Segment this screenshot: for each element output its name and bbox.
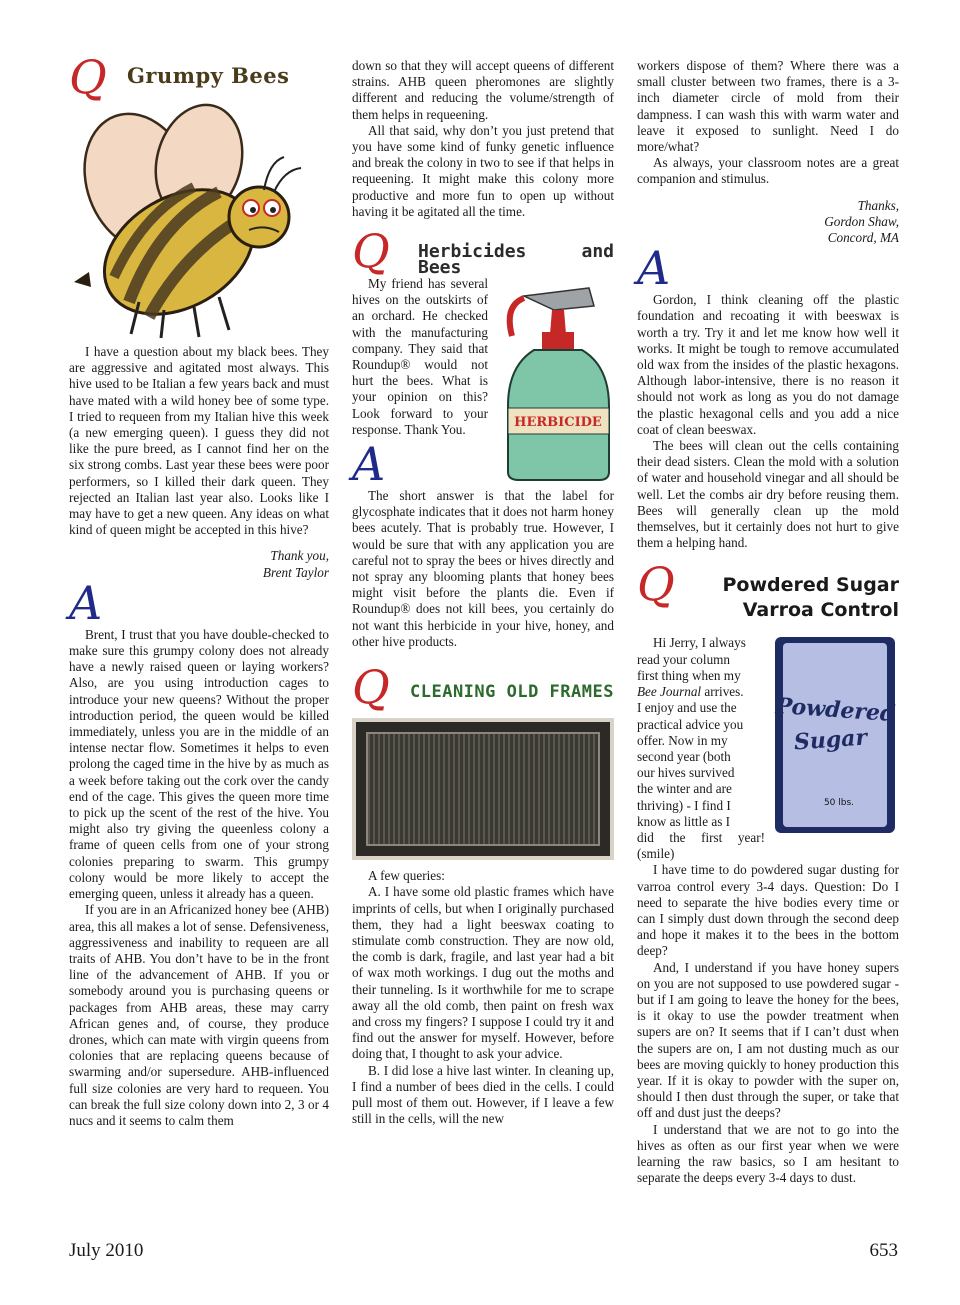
grumpy-bees-title: Grumpy Bees	[127, 63, 290, 88]
powdered-sugar-title-1: Powdered Sugar	[722, 574, 899, 597]
grumpy-bee-illustration	[69, 102, 329, 344]
q-letter: Q	[637, 557, 675, 612]
bee-icon	[69, 102, 309, 342]
continued-paragraph: down so that they will accept queens of different strains. AHB queen pheromones are slightly different and reducing the volume/strength of them helps in requeening.	[352, 58, 614, 122]
sig-line: Thanks,	[857, 197, 899, 213]
bag-label-powdered: Powdered	[774, 693, 897, 728]
a-letter: A	[637, 241, 671, 296]
column-2	[352, 58, 614, 1127]
herbicide-label: HERBICIDE	[514, 415, 602, 431]
answer-paragraph: Brent, I trust that you have double-checked to make sure this grumpy colony does not already have a newly raised queen or laying workers? Also, are you using introduction cages to introduce your new queens? Without the proper introduction period, the queen would be killed immediately, unless you are in the middle of an intense nectar flow. Sometimes it helps to even prolong the caged time in the hive by as much as a week before taking out the cork over the candy end of the cage. This gives the queen more time to pick up the scent of the rest of the hive. You might also try giving the queenless colony a frame of queen cells from one of your strong colonies preparing to swarm. This grumpy colony would be more likely to accept the emerging queen, unless it already has a queen.	[69, 626, 329, 902]
answer-paragraph: Gordon, I think cleaning off the plastic foundation and recoating it with beeswax is worth a try. Try it and let me know how well it works. It might be tough to remove accumulated old wax from the insides of the plastic hexagons. Although labor-intensive, there is no reason it should not work as long as you do not damage the plastic hexagonal cells and you add a nice coat of clean beeswax.	[637, 292, 899, 437]
herbicides-header	[352, 224, 614, 279]
grumpy-bees-question: I have a question about my black bees. They are aggressive and agitated most always. This hive used to be Italian a few years back and must have mated with a wild honey bee of some type. I tried to requeen from my Italian hive this week (a new emerging queen). I guess they did not like the pure breed, as I cannot find her on the six strong combs. Last year these bees were poor performers, so I killed their dark queen. They rejected an Italian last year also. Looks like I may have to get a new queen. Any ideas on what kind of queen might be accepted in this hive?	[69, 344, 329, 538]
column-1	[69, 50, 329, 1129]
answer-paragraph: If you are in an Africanized honey bee (AHB) area, this all makes a lot of sense. Defensiveness, aggressiveness and inability to requeen are all traits of AHB. You don’t have to be in the front line of the advancement of AHB. If you or somebody around you is purchasing queens or packages from AHB areas, these may carry African genes and, of course, they produce drones, which can mate with virgin queens from colonies that are replacing queens because of swarming and/or supersedure. AHB-influenced full size colonies are very hard to requeen. You can break the full size colony down into 2, 3 or 4 nucs and it seems to calm them	[69, 902, 329, 1128]
a-letter: A	[69, 575, 103, 630]
powdered-sugar-title-2: Varroa Control	[742, 599, 899, 622]
q-letter: Q	[69, 50, 107, 104]
sugar-question: I have time to do powdered sugar dusting for varroa control every 3-4 days. Question: Do I need to separate the hive bodies every time or can I simply dust down through the second deep and hope it makes it to the bees in the bottom deep?	[637, 862, 899, 959]
answer-paragraph: The bees will clean out the cells containing their dead sisters. Clean the mold with a solution of water and household vinegar and all should be well. Let the combs air dry before reusing them. Bees will generally clean up the mold themselves, but it certainly does not hurt to give them a helping hand.	[637, 438, 899, 551]
sugar-question: And, I understand if you have honey supers on you are not supposed to use powdered sugar - but if I am going to leave the honey for the bees, is it okay to use the powder treatment when supers are on? It seems that if I can’t dust when the supers are on, I am not dusting much as our bees are moving quickly to honey production this year. If it is okay to powder with the super on, should I then dust through the super, or take that off and dust just the deeps?	[637, 959, 899, 1121]
column-3	[637, 58, 899, 1186]
question-line: thriving) - I find I	[637, 797, 731, 813]
footer-date: July 2010	[69, 1240, 144, 1261]
journal-name: Bee Journal	[637, 684, 702, 700]
powdered-sugar-header	[637, 557, 899, 635]
q-letter: Q	[352, 224, 390, 279]
signature-gordon	[637, 198, 899, 247]
sugar-question: I understand that we are not to go into the hives as often as our first year when we were learning the raw basics, so I am hesitant to separate the deeps every 3-4 days to dust.	[637, 1121, 899, 1186]
herbicides-answer: The short answer is that the label for glycosphate indicates that it does not harm honey bees acutely. That is probably true. However, I would be sure that with any application you are careful not to spray the bees or hives directly and not spray any blooming plants that honey bees might visit before the plants die. Even if Roundup® does not kill bees, you certainly do not want this herbicide in your hive, honey, and other hive products.	[352, 488, 614, 649]
herbicides-question: My friend has several hives on the outskirts of an orchard. He checked with the manufacturing company. They said that Roundup® would not hurt the bees. What is your opinion on this? Look forward to your response. Thank You.	[352, 276, 488, 437]
journal-suffix: arrives.	[701, 684, 744, 700]
sig-line: Thank you,	[270, 548, 329, 564]
signature-brent	[69, 548, 329, 580]
frames-question: A few queries:	[368, 868, 445, 884]
old-frame-photo	[352, 718, 614, 860]
continued-paragraph: workers dispose of them? Where there was a small cluster between two frames, there is a 3-inch diameter circle of mold from their dampness. I can wash this with warm water and leave it exposed to sunlight. Need I do more/what?	[637, 58, 899, 155]
bag-weight: 50 lbs.	[823, 798, 855, 809]
sig-location: Concord, MA	[827, 230, 899, 246]
sig-name: Gordon Shaw,	[824, 213, 899, 229]
q-letter: Q	[352, 660, 390, 715]
grumpy-bees-header	[69, 50, 329, 104]
question-line: offer. Now in my	[637, 732, 728, 748]
sugar-bag-icon	[771, 635, 899, 835]
continued-paragraph: As always, your classroom notes are a great companion and stimulus.	[637, 155, 899, 187]
question-line: our hives survived	[637, 765, 735, 781]
sig-name: Brent Taylor	[262, 564, 329, 580]
question-line: know as little as I	[637, 813, 731, 829]
herbicide-bottle-icon	[494, 276, 614, 482]
cleaning-frames-header	[352, 660, 614, 715]
question-line: first thing when my	[637, 667, 741, 683]
continued-paragraph: All that said, why don’t you just pretend that you have some kind of funky genetic influence and break the colony in two to see if that helps in requeening. It might make this colony more productive and more fun to open up without having it be agitated all the time.	[352, 122, 614, 219]
frames-question: B. I did lose a hive last winter. In cleaning up, I find a number of bees died in the cells. I could pull most of them out. However, if I leave a few still in the cells, will the new	[352, 1062, 614, 1127]
cleaning-frames-title: CLEANING OLD FRAMES	[410, 682, 614, 703]
question-line: did the first year! (smile)	[637, 829, 765, 862]
bag-label-sugar: Sugar	[793, 724, 868, 757]
question-line: the winter and are	[637, 781, 732, 797]
page-number: 653	[869, 1240, 898, 1261]
herbicides-title: Herbicides and Bees	[418, 241, 614, 279]
a-letter: A	[352, 437, 386, 492]
question-line: practical advice you	[637, 716, 744, 732]
frames-question: A. I have some old plastic frames which have imprints of cells, but when I originally purchased them, they had a light beeswax coating to stimulate comb construction. They are now old, the comb is dark, fragile, and last year had a bit of wax moth workings. I dug out the moths and their tunneling. Is it worthwhile for me to scrape away all the old comb, then paint on fresh wax and cross my fingers? I suppose I could try it and find out the answer for myself. However, before doing that, I thought to ask your advice.	[352, 884, 614, 1062]
question-line: second year (both	[637, 748, 731, 764]
question-line: I enjoy and use the	[637, 700, 737, 716]
question-line: Hi Jerry, I always	[653, 635, 746, 651]
question-line: read your column	[637, 651, 731, 667]
